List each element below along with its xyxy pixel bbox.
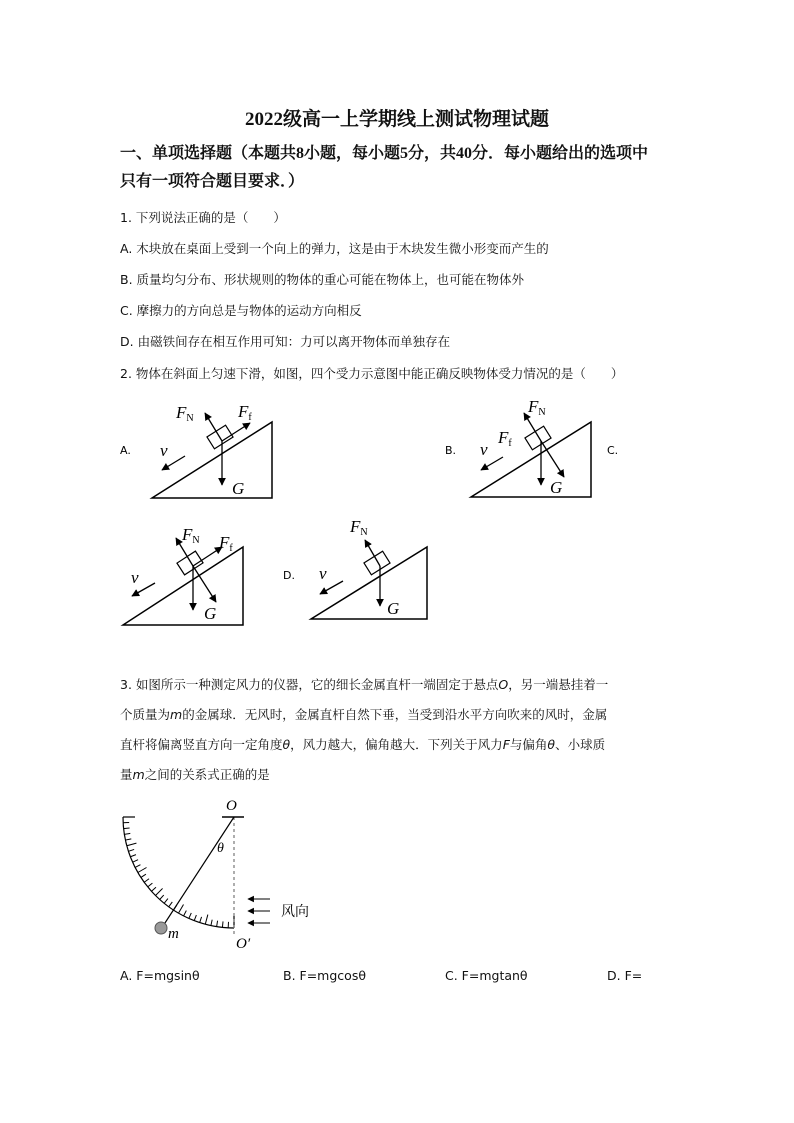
label-ff-b: Ff xyxy=(498,428,512,449)
metal-rod xyxy=(163,817,234,926)
question-2-stem: 2. 物体在斜面上匀速下滑，如图，四个受力示意图中能正确反映物体受力情况的是（ ） xyxy=(120,366,624,381)
question-1-option-d: D. 由磁铁间存在相互作用可知：力可以离开物体而单独存在 xyxy=(120,334,451,349)
label-v-a: v xyxy=(160,441,168,460)
figure-c-label: C. xyxy=(607,444,619,457)
scale-tick xyxy=(144,879,149,883)
scale-tick xyxy=(217,921,218,927)
label-fn-a: FN xyxy=(176,403,194,424)
question-3-line-4: 量m之间的关系式正确的是 xyxy=(120,767,270,782)
scale-tick xyxy=(194,915,196,921)
scale-tick xyxy=(200,917,202,923)
scale-tick xyxy=(133,860,138,862)
label-o: O xyxy=(226,798,237,814)
question-1-stem: 1. 下列说法正确的是（ ） xyxy=(120,210,286,225)
metal-ball xyxy=(155,922,167,934)
question-1-option-a: A. 木块放在桌面上受到一个向上的弹力，这是由于木块发生微小形变而产生的 xyxy=(120,241,549,256)
scale-arc xyxy=(123,817,234,928)
label-g-a: G xyxy=(232,479,245,498)
scale-tick xyxy=(164,899,168,904)
wind-arrows xyxy=(248,899,270,923)
label-o-prime: O′ xyxy=(236,936,251,952)
scale-tick xyxy=(184,911,187,916)
wind-direction-label: 风向 xyxy=(281,904,309,920)
scale-tick xyxy=(205,915,208,925)
scale-tick xyxy=(124,833,130,834)
scale-tick xyxy=(222,921,223,927)
figure-d-label: D. xyxy=(283,569,295,582)
label-g-d: G xyxy=(387,599,400,618)
scale-ticks xyxy=(123,817,234,928)
scale-tick xyxy=(135,865,140,868)
question-1-option-b: B. 质量均匀分布、形状规则的物体的重心可能在物体上，也可能在物体外 xyxy=(120,272,525,287)
question-3-option-a: A. F=mgsinθ xyxy=(120,968,200,983)
question-3-option-d: D. F= xyxy=(607,968,643,983)
question-3-option-c: C. F=mgtanθ xyxy=(445,968,528,983)
scale-tick xyxy=(169,902,173,907)
section-heading-line1: 一、单项选择题（本题共8小题，每小题5分，共40分．每小题给出的选项中 xyxy=(120,145,649,162)
section-heading-line2: 只有一项符合题目要求．） xyxy=(120,173,305,190)
scale-tick xyxy=(128,849,134,851)
scale-tick xyxy=(156,888,163,895)
label-v-c: v xyxy=(131,568,139,587)
scale-tick xyxy=(211,920,212,926)
scale-tick xyxy=(179,904,184,913)
figure-b-label: B. xyxy=(445,444,457,457)
scale-tick xyxy=(152,887,156,891)
label-v-d: v xyxy=(319,564,327,583)
scale-tick xyxy=(127,843,137,846)
label-ff-c: Ff xyxy=(219,533,233,554)
label-fn-d: FN xyxy=(350,517,368,538)
scale-tick xyxy=(160,895,164,899)
label-fn-b: FN xyxy=(528,397,546,418)
scale-tick xyxy=(141,874,146,877)
label-g-b: G xyxy=(550,478,563,497)
page-title: 2022级高一上学期线上测试物理试题 xyxy=(244,109,549,130)
question-3-option-b: B. F=mgcosθ xyxy=(283,968,366,983)
scale-tick xyxy=(189,913,191,918)
label-v-b: v xyxy=(480,440,488,459)
label-m: m xyxy=(168,926,179,942)
scale-tick xyxy=(125,839,131,840)
label-ff-a: Ff xyxy=(238,402,252,423)
question-1-option-c: C. 摩擦力的方向总是与物体的运动方向相反 xyxy=(120,303,362,318)
question-3-line-3: 直杆将偏离竖直方向一定角度θ，风力越大，偏角越大．下列关于风力F与偏角θ、小球质 xyxy=(120,737,606,752)
label-theta: θ xyxy=(217,841,224,856)
label-g-c: G xyxy=(204,604,217,623)
question-3-line-2: 个质量为m的金属球．无风时，金属直杆自然下垂，当受到沿水平方向吹来的风时，金属 xyxy=(120,707,608,722)
scale-tick xyxy=(130,855,136,857)
scale-tick xyxy=(124,828,130,829)
question-3-line-1: 3. 如图所示一种测定风力的仪器，它的细长金属直杆一端固定于悬点O，另一端悬挂着一 xyxy=(120,677,609,692)
scale-tick xyxy=(138,868,147,873)
figure-a-label: A. xyxy=(120,444,131,457)
label-fn-c: FN xyxy=(182,525,200,546)
scale-tick xyxy=(148,883,153,887)
